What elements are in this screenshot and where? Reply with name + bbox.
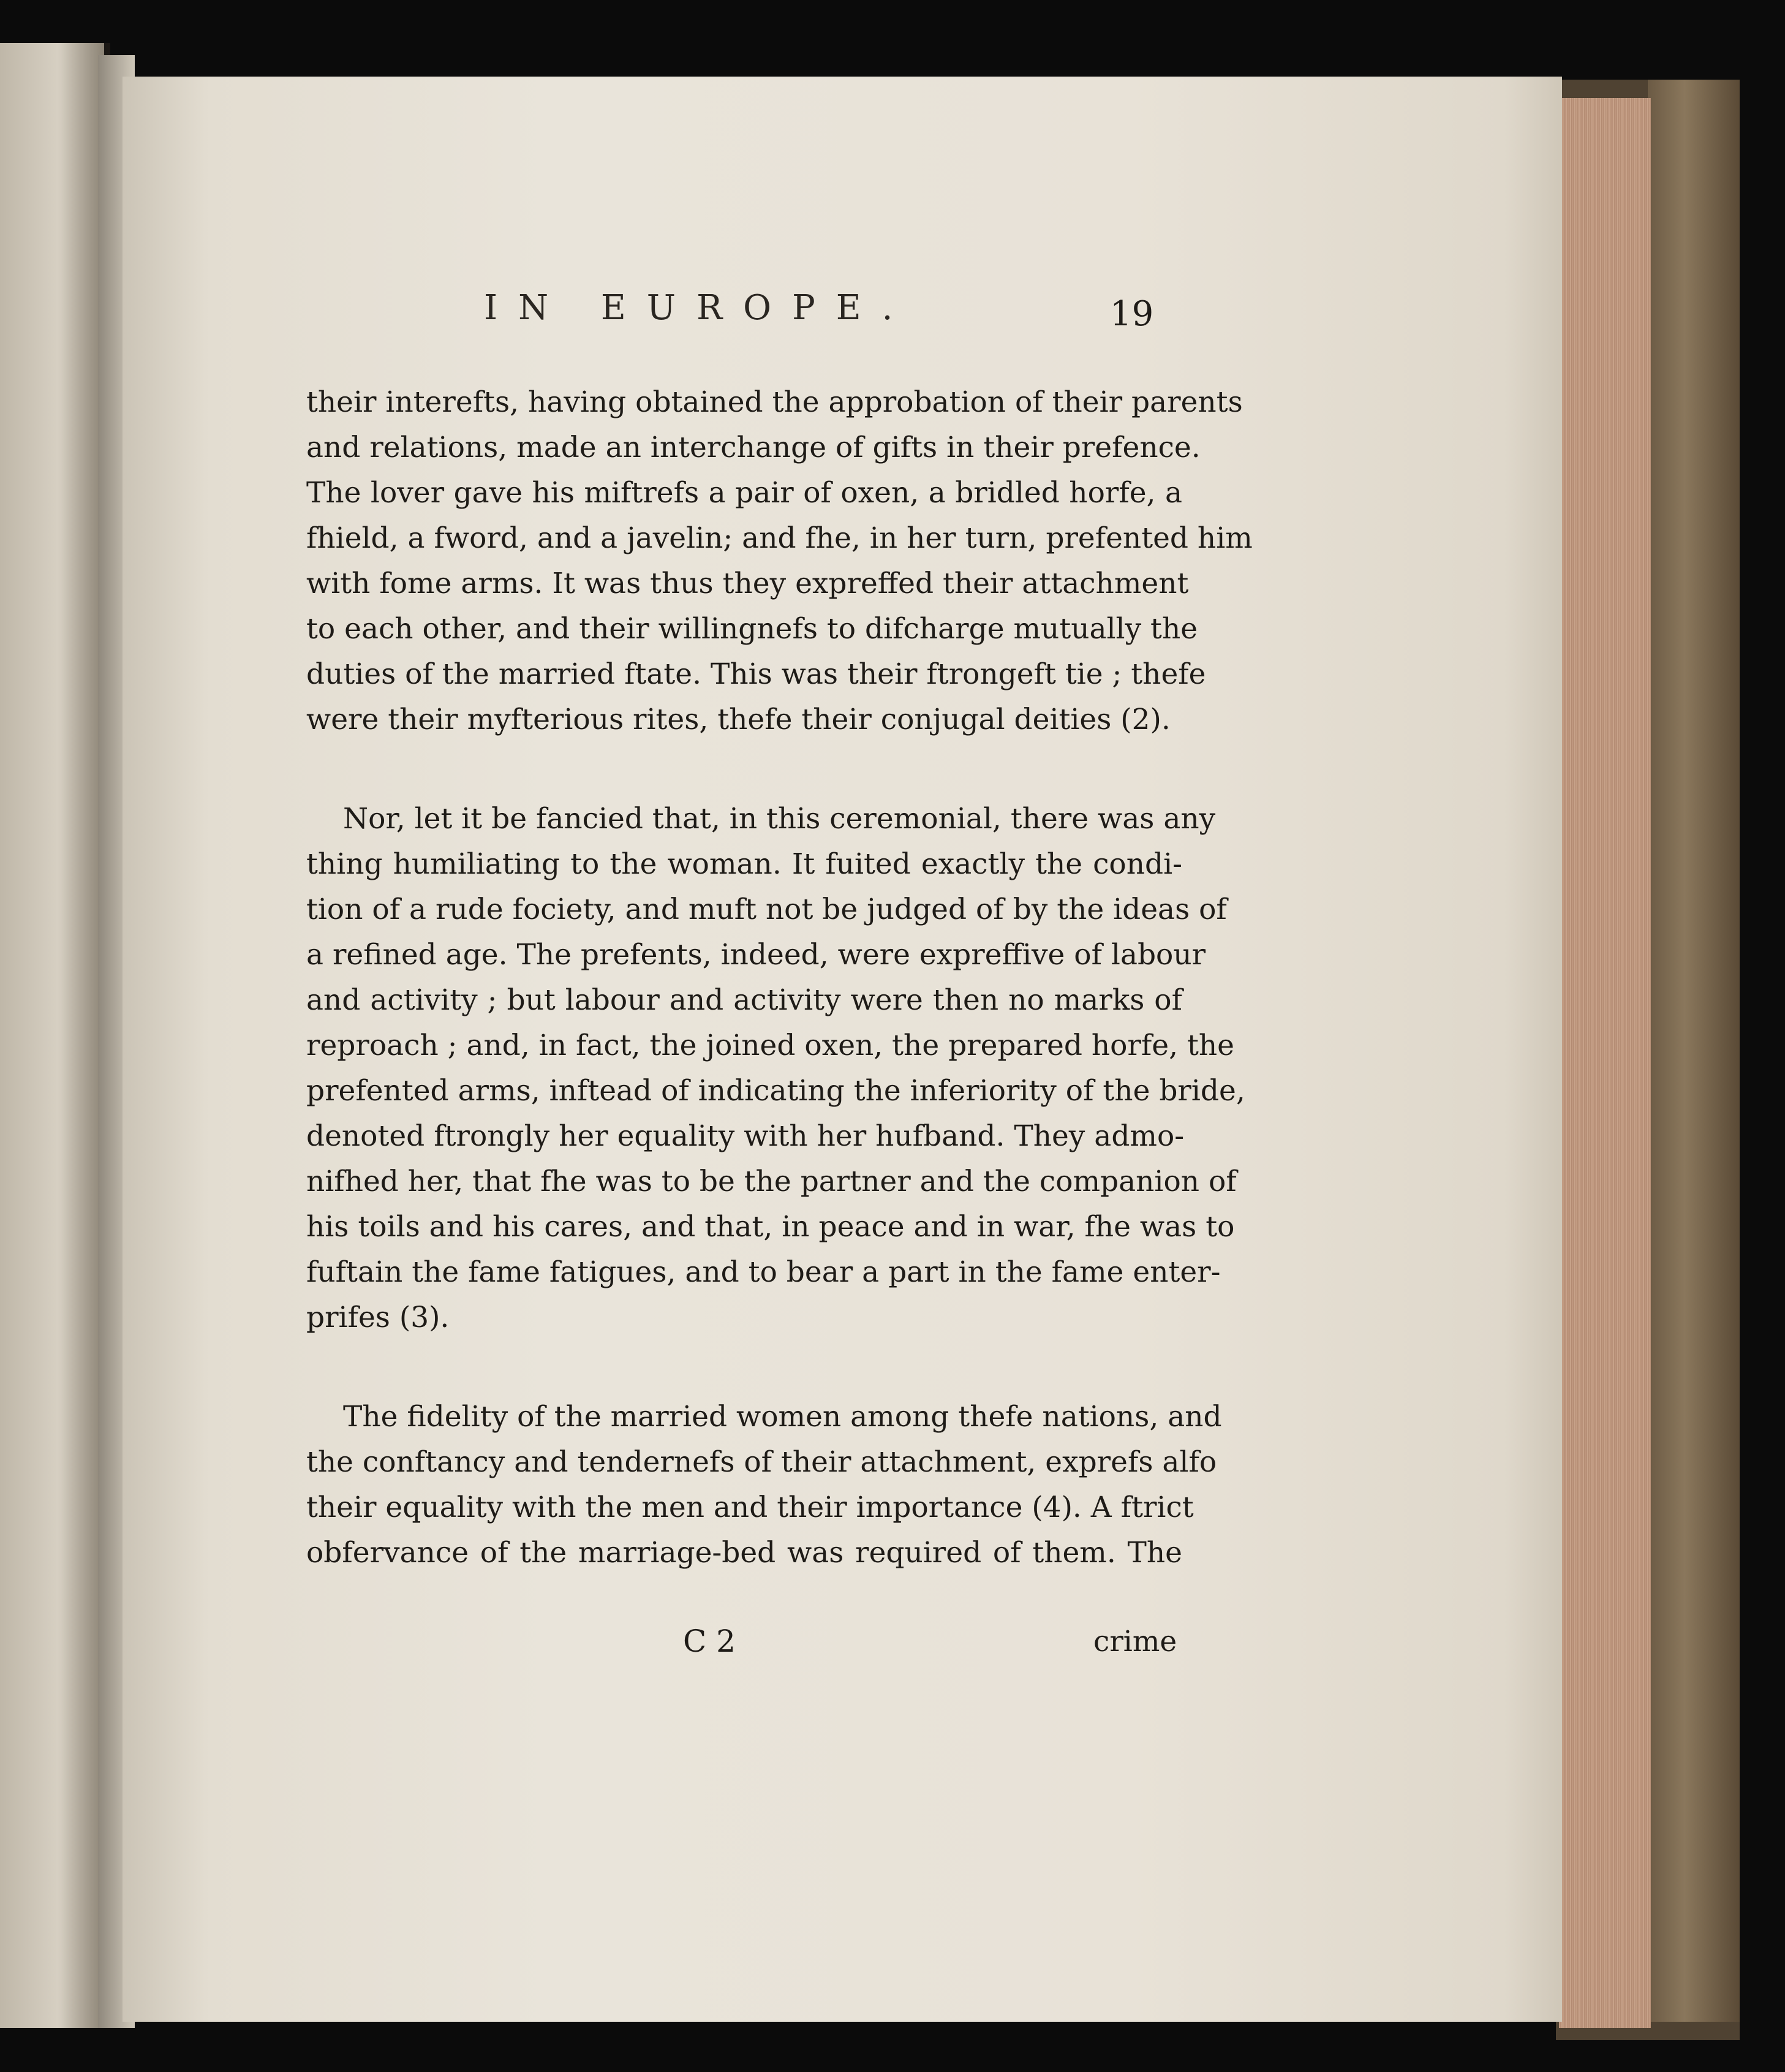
text-line: to each other, and their willingnefs to difcharge mutually the	[306, 612, 1198, 646]
text-line: the conftancy and tendernefs of their attachment, exprefs alfo	[306, 1445, 1217, 1479]
text-line: and activity ; but labour and activity were then no marks of	[306, 983, 1182, 1017]
page-body	[306, 380, 1253, 1630]
paragraph-3	[306, 1394, 1222, 1576]
text-line: were their myfterious rites, thefe their conjugal deities (2).	[306, 703, 1171, 736]
text-line: his toils and his cares, and that, in peace and in war, fhe was to	[306, 1210, 1235, 1244]
text-line: fuftain the fame fatigues, and to bear a part in the fame enter-	[306, 1255, 1221, 1289]
text-line: duties of the married ftate. This was their ftrongeft tie ; thefe	[306, 657, 1206, 691]
text-line: thing humiliating to the woman. It fuited exactly the condi-	[306, 847, 1182, 881]
signature-mark: C 2	[683, 1624, 736, 1659]
text-line: tion of a rude fociety, and muft not be judged of by the ideas of	[306, 893, 1227, 926]
text-line: nifhed her, that fhe was to be the partner and the companion of	[306, 1165, 1237, 1198]
text-line: their interefts, having obtained the approbation of their parents	[306, 385, 1243, 419]
text-line: their equality with the men and their importance (4). A ftrict	[306, 1491, 1194, 1524]
paragraph-1	[306, 380, 1253, 743]
text-line: obfervance of the marriage-bed was required of them. The	[306, 1536, 1182, 1570]
page-block-edges	[1559, 98, 1651, 2028]
text-line: fhield, a fword, and a javelin; and fhe, in her turn, prefented him	[306, 521, 1253, 555]
catchword: crime	[1093, 1625, 1177, 1658]
text-line: The lover gave his miftrefs a pair of oxen, a bridled horfe, a	[306, 476, 1182, 510]
text-line: a refined age. The prefents, indeed, were expreffive of labour	[306, 938, 1206, 972]
text-line: prefented arms, inftead of indicating the inferiority of the bride,	[306, 1074, 1245, 1108]
paragraph-2	[306, 796, 1245, 1340]
text-line: denoted ftrongly her equality with her hufband. They admo-	[306, 1119, 1185, 1153]
text-line: and relations, made an interchange of gifts in their prefence.	[306, 431, 1201, 464]
text-line: Nor, let it be fancied that, in this ceremonial, there was any	[343, 802, 1216, 836]
running-head: IN EUROPE.	[484, 288, 914, 328]
text-line: with fome arms. It was thus they expreffed their attachment	[306, 567, 1189, 600]
page-number: 19	[1110, 294, 1154, 334]
book-cover-edge	[1648, 80, 1740, 2040]
text-line: The fidelity of the married women among thefe nations, and	[343, 1400, 1222, 1434]
text-line: reproach ; and, in fact, the joined oxen, the prepared horfe, the	[306, 1029, 1234, 1062]
text-line: prifes (3).	[306, 1301, 450, 1334]
